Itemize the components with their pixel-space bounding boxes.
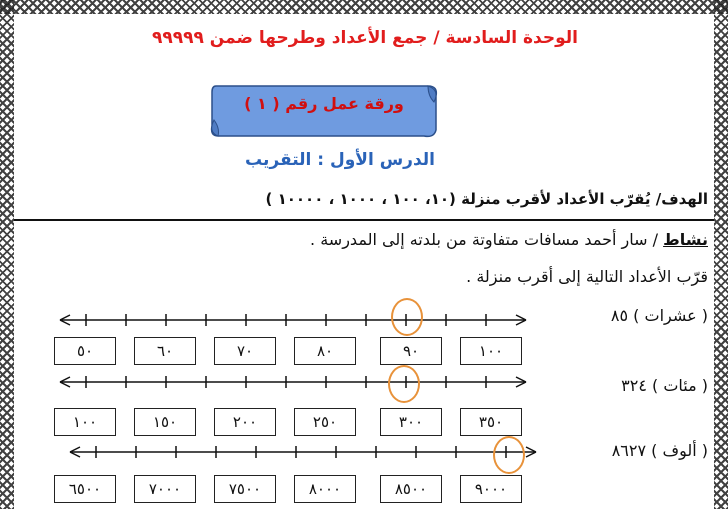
- answer-box[interactable]: ٦٠: [134, 337, 196, 365]
- answer-circle-thousands: [493, 436, 525, 474]
- activity-label: نشاط: [663, 230, 708, 249]
- answer-box[interactable]: ٣٥٠: [460, 408, 522, 436]
- row-label-tens: ( عشرات ) ٨٥: [610, 306, 708, 325]
- answer-circle-tens: [391, 298, 423, 336]
- divider: [14, 219, 714, 221]
- decorative-border-right: [714, 0, 728, 509]
- answer-box[interactable]: ٨٥٠٠: [380, 475, 442, 503]
- answer-box[interactable]: ٨٠: [294, 337, 356, 365]
- answer-box[interactable]: ١٠٠: [54, 408, 116, 436]
- answer-circle-hundreds: [388, 365, 420, 403]
- row-label-thousands: ( ألوف ) ٨٦٢٧: [611, 441, 708, 460]
- answer-box[interactable]: ٧٥٠٠: [214, 475, 276, 503]
- number-line-tens: [56, 310, 530, 332]
- answer-box[interactable]: ٦٥٠٠: [54, 475, 116, 503]
- worksheet-label: ورقة عمل رقم ( ١ ): [244, 94, 404, 113]
- decorative-border-top: [0, 0, 728, 14]
- activity-line: [28, 230, 708, 249]
- answer-box[interactable]: ٨٠٠٠: [294, 475, 356, 503]
- answer-box[interactable]: ٢٠٠: [214, 408, 276, 436]
- goal-text: الهدف/ يُقرّب الأعداد لأقرب منزلة (١٠، ١٠٠ ، ١٠٠٠ ، ١٠٠٠٠ ): [265, 190, 708, 208]
- answer-box[interactable]: ١٥٠: [134, 408, 196, 436]
- number-line-thousands: [66, 442, 540, 464]
- answer-box[interactable]: ٣٠٠: [380, 408, 442, 436]
- answer-box[interactable]: ٧٠٠٠: [134, 475, 196, 503]
- instruction-text: قرّب الأعداد التالية إلى أقرب منزلة .: [466, 267, 708, 286]
- decorative-border-left: [0, 0, 14, 509]
- answer-box[interactable]: ٧٠: [214, 337, 276, 365]
- unit-title: الوحدة السادسة / جمع الأعداد وطرحها ضمن ٩٩٩٩٩: [151, 28, 578, 48]
- answer-box[interactable]: ٥٠: [54, 337, 116, 365]
- worksheet-banner: [208, 76, 440, 140]
- lesson-title: الدرس الأول : التقريب: [245, 150, 435, 170]
- activity-text: / سار أحمد مسافات متفاوتة من بلدته إلى المدرسة .: [310, 230, 664, 249]
- number-line-hundreds: [56, 372, 530, 394]
- answer-box[interactable]: ١٠٠: [460, 337, 522, 365]
- answer-box[interactable]: ٢٥٠: [294, 408, 356, 436]
- answer-box[interactable]: ٩٠٠٠: [460, 475, 522, 503]
- row-label-hundreds: ( مئات ) ٣٢٤: [621, 376, 708, 395]
- answer-box[interactable]: ٩٠: [380, 337, 442, 365]
